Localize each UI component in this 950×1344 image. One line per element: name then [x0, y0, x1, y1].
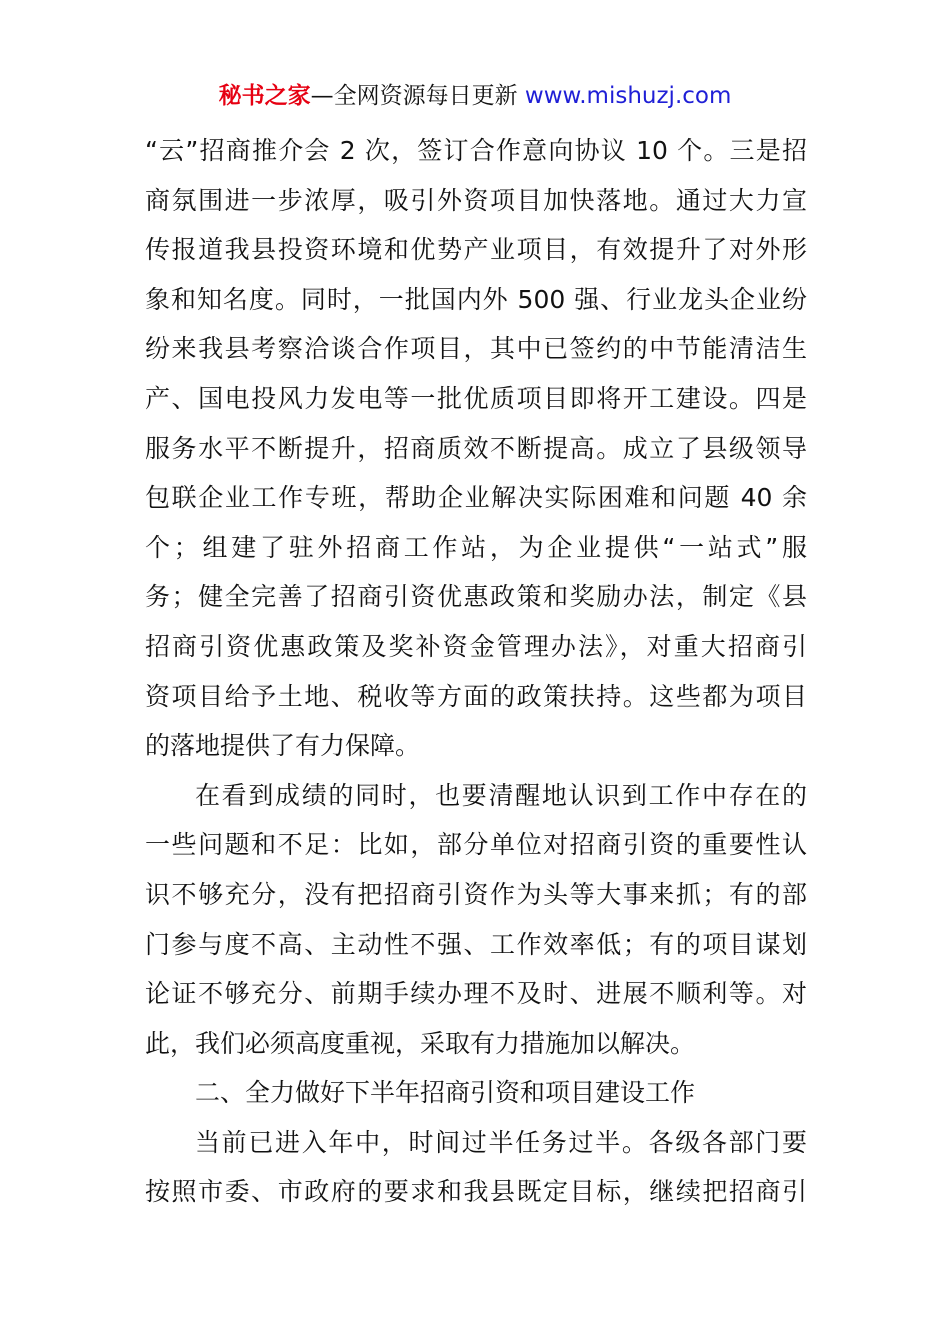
text-line: 按照市委、市政府的要求和我县既定目标，继续把招商引 [145, 1177, 807, 1207]
text-line: 纷来我县考察洽谈合作项目，其中已签约的中节能清洁生 [145, 334, 807, 364]
text-line: 此，我们必须高度重视，采取有力措施加以解决。 [145, 1028, 696, 1058]
site-url-link[interactable]: www.mishuzj.com [524, 83, 732, 109]
text-line: “云”招商推介会 2 次，签订合作意向协议 10 个。三是招 [145, 136, 807, 165]
text-line: 服务水平不断提升，招商质效不断提高。成立了县级领导 [145, 433, 807, 463]
text-line: 当前已进入年中，时间过半任务过半。各级各部门要 [195, 1127, 807, 1157]
text-line: 象和知名度。同时，一批国内外 500 强、行业龙头企业纷 [145, 284, 807, 314]
text-line: 招商引资优惠政策及奖补资金管理办法》，对重大招商引 [145, 631, 807, 661]
section-heading: 二、全力做好下半年招商引资和项目建设工作 [195, 1078, 696, 1108]
text-line: 识不够充分，没有把招商引资作为头等大事来抓；有的部 [145, 879, 807, 909]
text-line: 门参与度不高、主动性不强、工作效率低；有的项目谋划 [145, 929, 807, 959]
text-line: 一些问题和不足：比如，部分单位对招商引资的重要性认 [145, 830, 807, 860]
text-line: 包联企业工作专班，帮助企业解决实际困难和问题 40 余 [145, 483, 807, 513]
site-header [0, 80, 950, 112]
text-line: 商氛围进一步浓厚，吸引外资项目加快落地。通过大力宣 [145, 185, 807, 215]
site-tagline: —全网资源每日更新 [310, 83, 525, 109]
text-line: 在看到成绩的同时，也要清醒地认识到工作中存在的 [195, 780, 807, 810]
text-line: 论证不够充分、前期手续办理不及时、进展不顺利等。对 [145, 979, 807, 1009]
text-line: 产、国电投风力发电等一批优质项目即将开工建设。四是 [145, 383, 807, 413]
text-line: 的落地提供了有力保障。 [145, 731, 421, 761]
text-line: 资项目给予土地、税收等方面的政策扶持。这些都为项目 [145, 681, 807, 711]
text-line: 个；组建了驻外招商工作站，为企业提供“一站式”服 [145, 532, 807, 562]
document-body [145, 126, 807, 1217]
site-brand: 秘书之家 [218, 83, 311, 109]
text-line: 传报道我县投资环境和优势产业项目，有效提升了对外形 [145, 235, 807, 265]
text-line: 务；健全完善了招商引资优惠政策和奖励办法，制定《县 [145, 582, 807, 612]
